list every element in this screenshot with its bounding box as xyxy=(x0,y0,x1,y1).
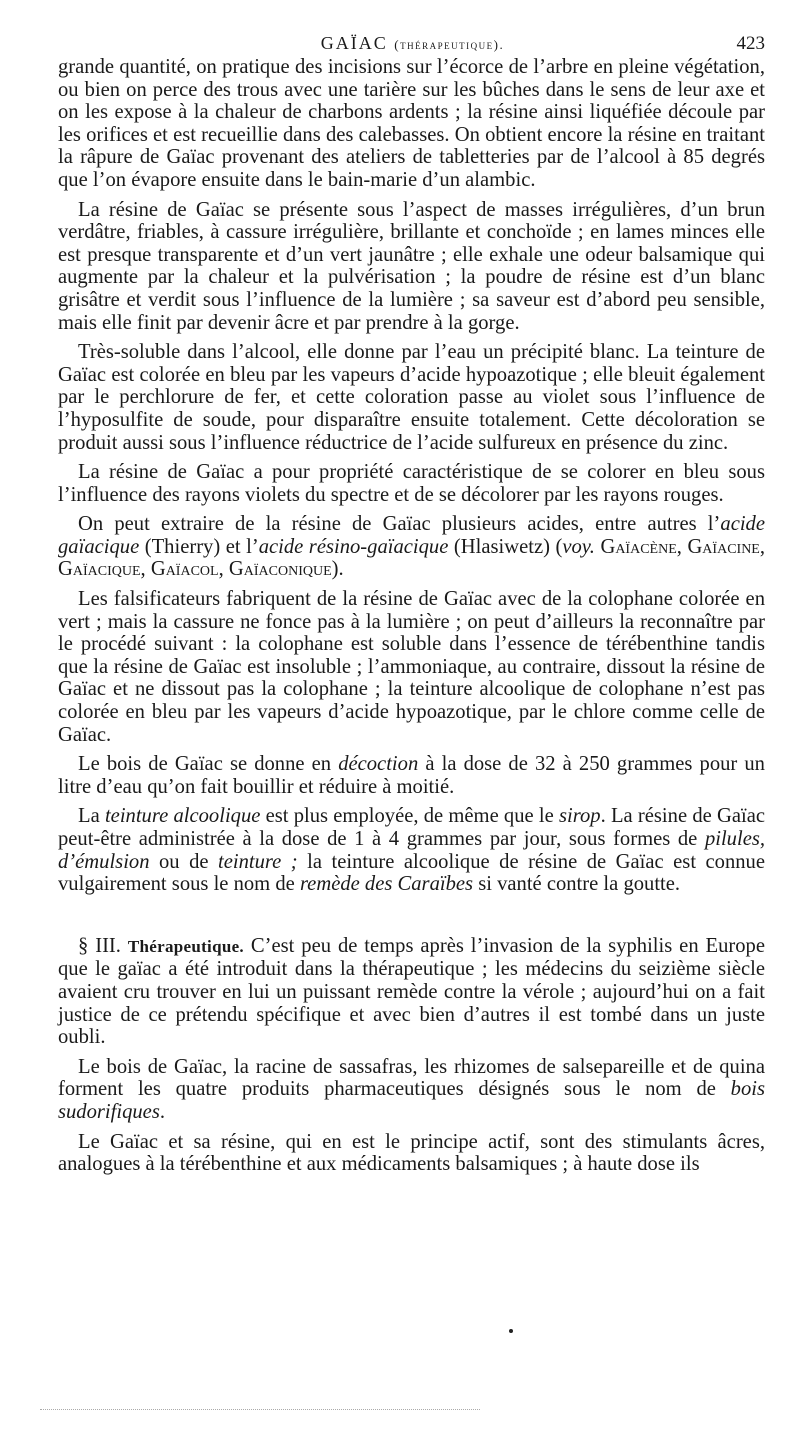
text-run: La xyxy=(78,805,105,828)
text-run: la teinture alcoolique de résine de Gaïac est connue vulgairement sous le nom de xyxy=(58,850,765,896)
section-number: § III. xyxy=(78,934,128,957)
italic-run: teinture ; xyxy=(218,850,298,873)
small-caps-run: Gaïacine, Gaïacique, Gaïacol, Gaïaconique xyxy=(58,535,766,581)
italic-run: acide gaïacique xyxy=(58,513,765,558)
text-run: Le bois de Gaïac, la racine de sassafras, les rhizomes de salsepareille et de quina forment les quatre produits pharmaceutiques désignés sous le nom de xyxy=(58,1055,765,1101)
text-run: si vanté contre la goutte. xyxy=(473,873,681,896)
paragraph xyxy=(58,56,765,192)
text-run: (Hlasiwetz) ( xyxy=(448,535,563,558)
ink-speck xyxy=(509,1329,513,1333)
italic-run: teinture alcoolique xyxy=(104,805,261,828)
text-run: ). xyxy=(331,558,344,581)
paragraph xyxy=(58,513,765,581)
italic-run: pilules, d’émulsion xyxy=(58,828,765,873)
scan-artifact-line xyxy=(40,1409,480,1414)
page-body xyxy=(58,56,765,1183)
text-run: Très-soluble dans l’alcool, elle donne par l’eau un précipité blanc. La teinture de Gaïac est colorée en bleu par les vapeurs d’acide hypoazotique ; elle bleuit également par le perchlorure de fer, et cette coloration passe au violet sous l’influence de l’hyposulfite de soude, pour disparaître ensuite totalement. Cette décoloration se produit aussi sous l’influence réductrice de l’acide sulfureux en présence du zinc. xyxy=(58,341,765,454)
running-title-sub: (thérapeutique). xyxy=(394,37,505,52)
text-run: La résine de Gaïac se présente sous l’aspect de masses irrégulières, d’un brun verdâtre, friables, à cassure irrégulière, brillante et conchoïde ; en lames minces elle est presque transparente et d’un vert jaunâtre ; elle exhale une odeur balsamique qui augmente par la chaleur et la pulvérisation ; la poudre de résine est d’un blanc grisâtre et verdit sous l’influence de la lumière ; sa saveur est d’abord peu sensible, mais elle finit par devenir âcre et par prendre à la gorge. xyxy=(58,198,765,334)
paragraph xyxy=(58,1131,765,1176)
italic-run: voy. xyxy=(562,535,595,558)
text-run: On peut extraire de la résine de Gaïac plusieurs acides, entre autres l’ xyxy=(78,513,721,536)
text-run: (Thierry) et l’ xyxy=(139,535,259,558)
section-gap xyxy=(58,903,765,935)
page-number: 423 xyxy=(736,33,765,54)
text-run: C’est peu de temps après l’invasion de la syphilis en Europe que le gaïac a été introduit dans la thérapeutique ; les médecins du seizième siècle avaient cru trouver en lui un puissant remède contre la vérole ; aujourd’hui on a fait justice de ce prétendu spécifique et avec bien d’autres il est tombé dans un juste oubli. xyxy=(58,934,765,1049)
italic-run: décoction xyxy=(338,753,419,776)
small-caps-run: Gaïacène xyxy=(600,535,677,558)
text-run: La résine de Gaïac a pour propriété caractéristique de se colorer en bleu sous l’influence des rayons violets du spectre et de se décolorer par les rayons rouges. xyxy=(58,461,765,506)
paragraph xyxy=(58,199,765,335)
text-run: Les falsificateurs fabriquent de la résine de Gaïac avec de la colophane colorée en vert ; mais la cassure ne fonce pas à la lumière ; on peut d’ailleurs la reconnaître par le procédé suivant : la colophane est soluble dans l’essence de térébenthine tandis que la résine de Gaïac est insoluble ; l’ammoniaque, au contraire, dissout la résine de Gaïac et ne dissout pas la colophane ; la teinture alcoolique de colophane n’est pas colorée en bleu par les vapeurs d’acide hypoazotique, par le chlore comme celle de Gaïac. xyxy=(58,588,765,746)
text-run: est plus employée, de même que le xyxy=(260,805,559,828)
text-run: à la dose de 32 à 250 grammes pour un litre d’eau qu’on fait bouillir et réduire à moitié. xyxy=(58,753,765,798)
running-title-main: GAÏAC xyxy=(320,33,388,53)
paragraph xyxy=(58,753,765,798)
text-run: Le bois de Gaïac se donne en xyxy=(78,753,339,776)
section-paragraph xyxy=(58,935,765,1049)
running-title xyxy=(60,33,765,54)
text-run: grande quantité, on pratique des incisions sur l’écorce de l’arbre en pleine végétation, ou bien on perce des trous avec une tarière sur les bûches dans le sens de leur axe et on les expose à la chaleur de charbons ardents ; la résine ainsi liquéfiée découle par les orifices et est recueillie dans des calebasses. On obtient encore la résine en traitant la râpure de Gaïac provenant des ateliers de tabletteries par de l’alcool à 85 degrés que l’on évapore ensuite dans le bain-marie d’un alambic. xyxy=(58,56,765,191)
italic-run: bois sudorifiques xyxy=(58,1078,765,1123)
italic-run: sirop xyxy=(559,805,601,828)
section-heading: Thérapeutique. xyxy=(127,936,244,956)
paragraph xyxy=(58,588,765,746)
text-run: . xyxy=(159,1100,165,1123)
paragraph xyxy=(58,1056,765,1124)
text-run: . La résine de Gaïac peut-être administrée à la dose de 1 à 4 grammes par jour, sous formes de xyxy=(58,805,765,850)
italic-run: acide résino-gaïacique xyxy=(258,535,449,558)
paragraph xyxy=(58,461,765,506)
paragraph xyxy=(58,341,765,454)
paragraph xyxy=(58,805,765,895)
text-run: Le Gaïac et sa résine, qui en est le principe actif, sont des stimulants âcres, analogues à la térébenthine et aux médicaments balsamiques ; à haute dose ils xyxy=(58,1130,765,1176)
text-run: , xyxy=(676,535,688,558)
text-run: ou de xyxy=(149,850,219,873)
italic-run: remède des Caraïbes xyxy=(299,873,474,896)
